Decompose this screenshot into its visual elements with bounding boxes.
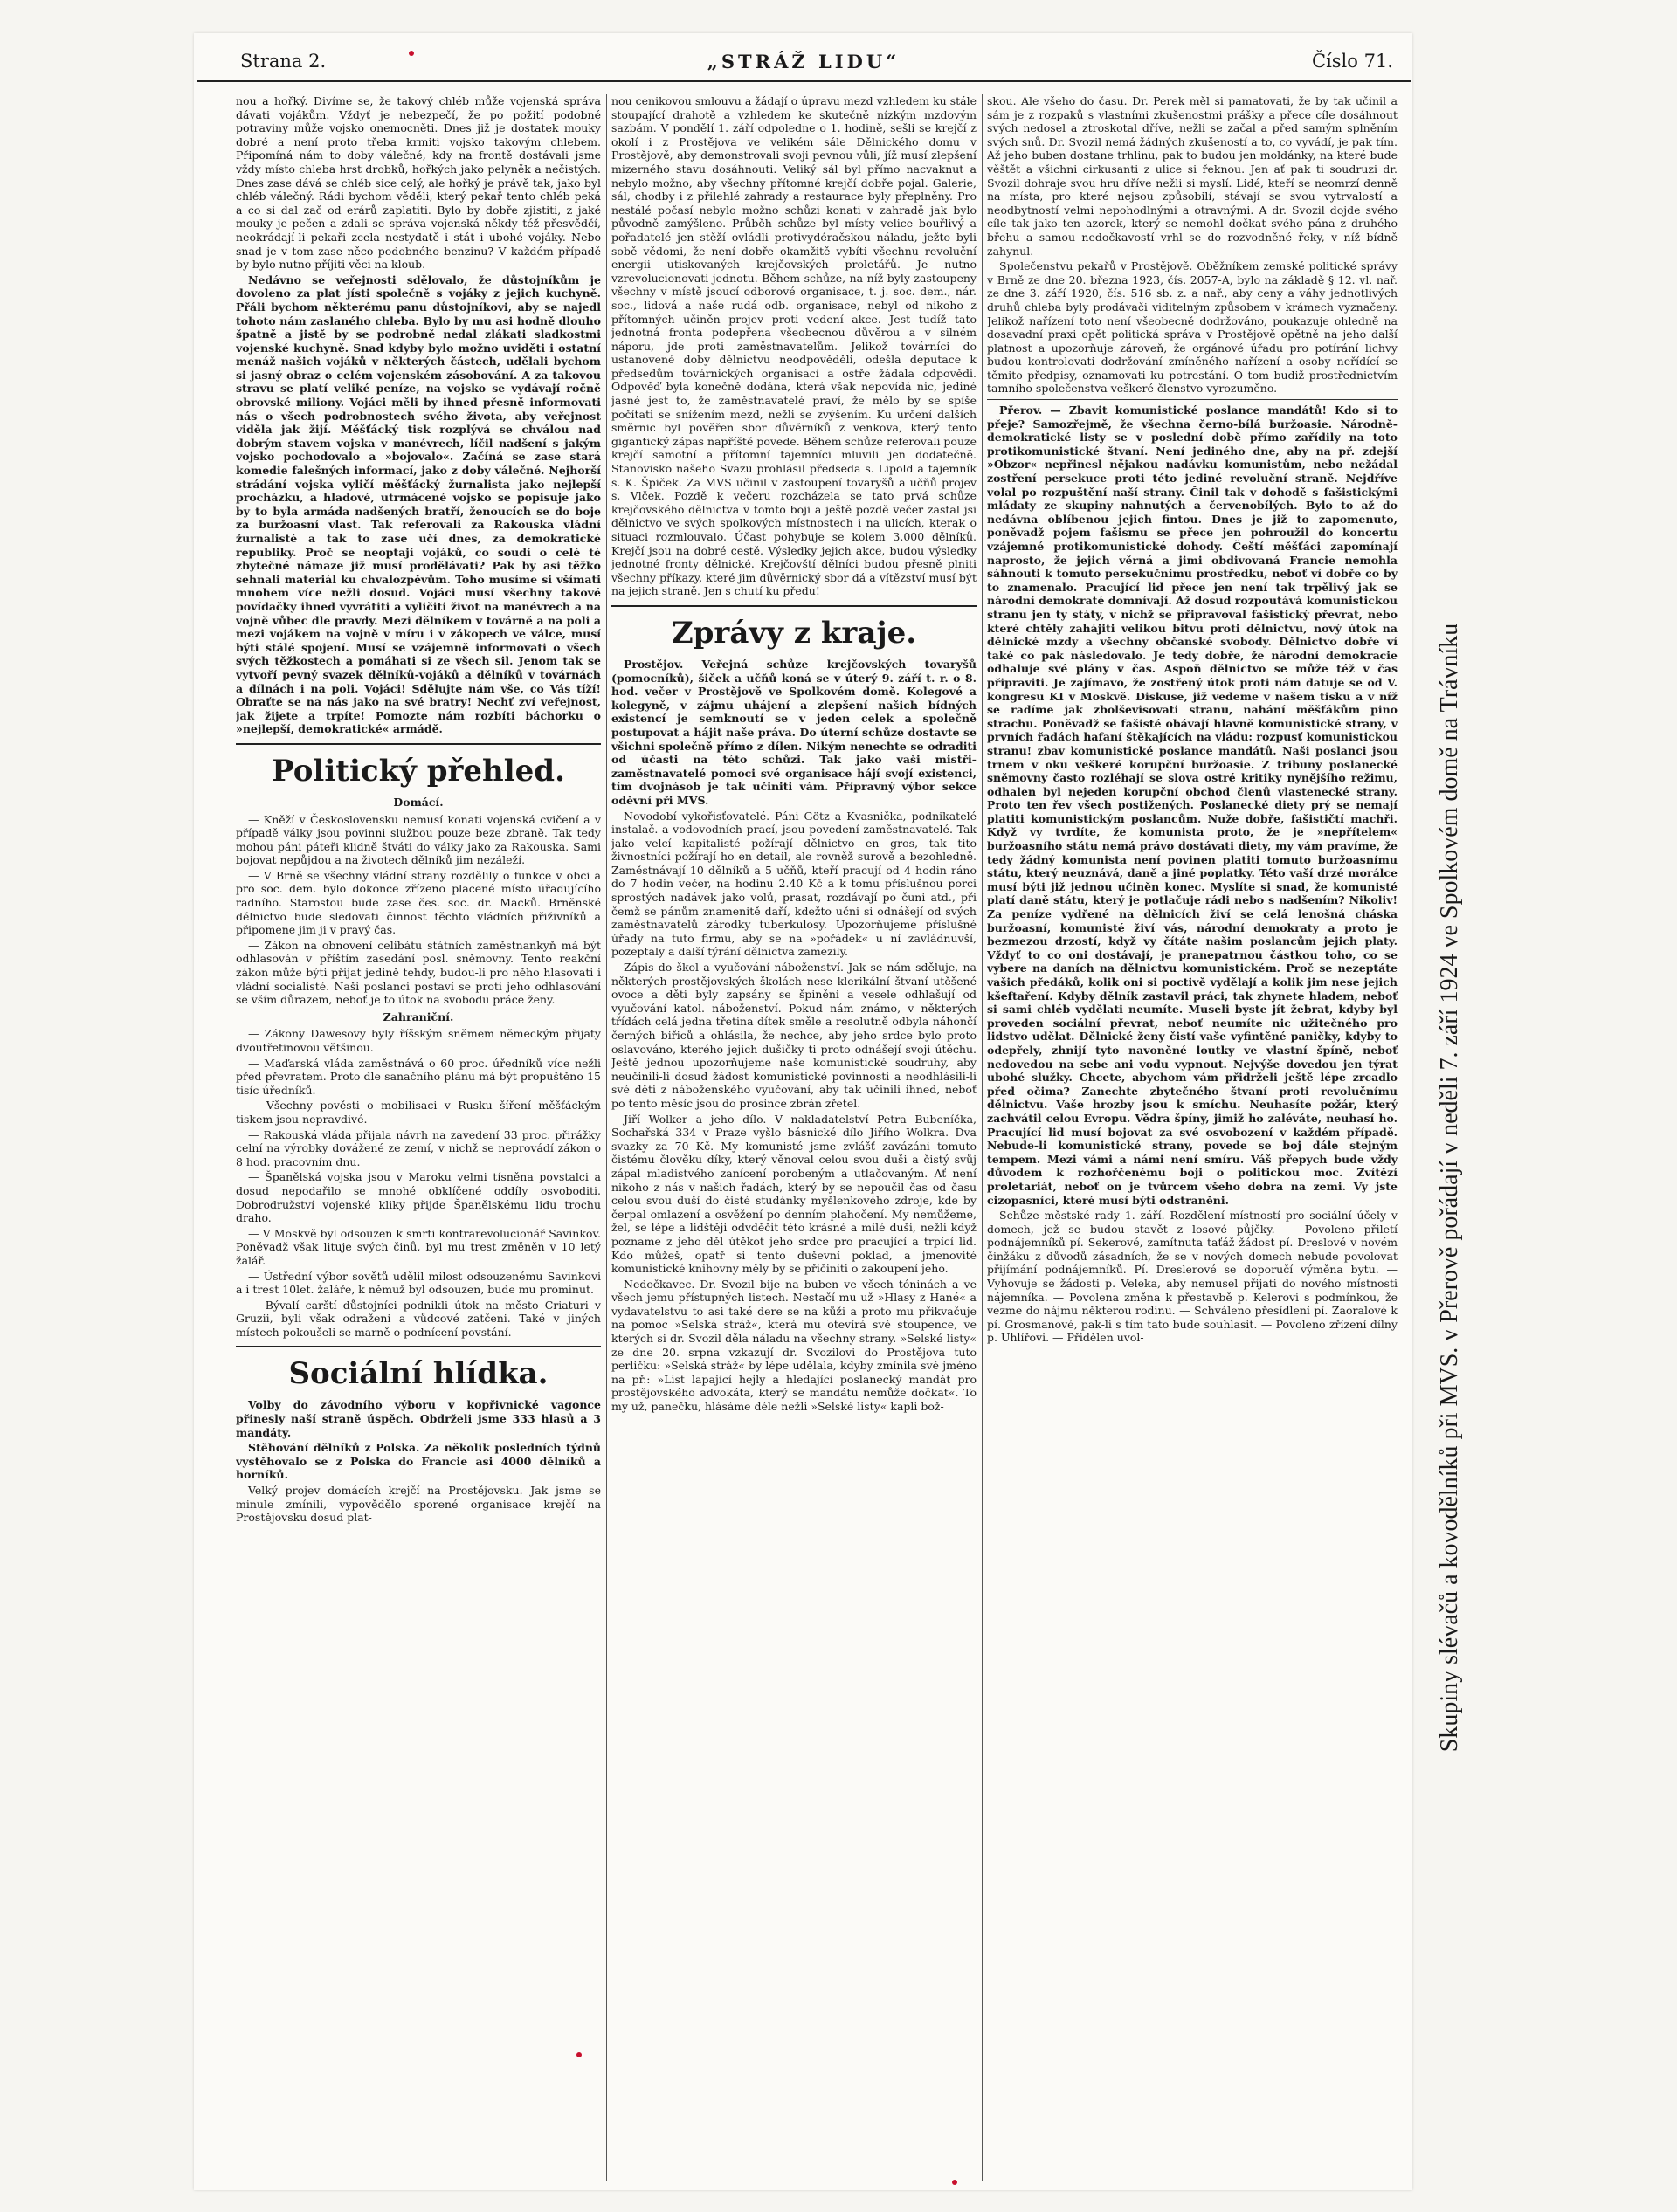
article-soldiers-bread: nou a hořký. Divíme se, že takový chléb může vojenská správa dávati vojákům. Vždyť je nebezpečí, že po požití podobné potraviny může vojsko onemocněti. Dnes již je dostatek mouky dobré a není proto třeba krmiti vojsko takovým chlebem. Připomíná nám to doby válečné, kdy na frontě dostávali jsme vždy místo chleba hrst drobků, hořkých jako pelyněk a nečistých. Dnes zase dává se chléb sice celý, ale hořký je právě tak, jako byl chléb válečný. Rádi bychom věděli, který pekař tento chléb peká a co si dal zač od erárů zaplatiti. Bylo by dobře zjistiti, z jaké mouky je pečen a zdali se správa vojenská někdy též přesvědčí, neokrádají-li pekaři zcela nestydatě i stát i ubohé vojáky. Nebo snad je v tom zase něco podobného benzinu? V každém případě by bylo nutno příjiti věci na kloub. [236, 94, 601, 272]
news-item: Prostějov. Veřejná schůze krejčovských tovaryšů (pomocníků), šiček a učňů koná se v úterý 9. září t. r. o 8. hod. večer v Prostějově ve Spolkovém domě. Kolegové a kolegyně, v zájmu uhájení a zlepšení našich bídných existencí je semknoutí se v jeden celek a společně postupovat a hájit naše práva. Do úterní schůze dostavte se všichni společně přímo z dílen. Nikým nenechte se odraditi od účasti na této schůzi. Tak jako vaši mistři-zaměstnavatelé pomoci své organisace hájí svojí existenci, tím dvojnásob je tak učiniti vám. Přípravný výbor sekce oděvní při MVS. [611, 657, 977, 807]
column-3 [987, 94, 1398, 2190]
section-title-region: Zprávy z kraje. [671, 615, 917, 651]
column-1 [236, 94, 601, 2190]
vertical-side-note [1424, 214, 1476, 2161]
column-divider [982, 94, 983, 2181]
section-divider [987, 399, 1398, 400]
news-item: Velký projev domácích krejčí na Prostějovsku. Jak jsme se minule zmínili, vypovědělo sporené organisace krejčí na Prostějovsku dosud plat- [236, 1484, 601, 1525]
column-divider [606, 94, 607, 2181]
newspaper-title: „STRÁŽ LIDU“ [707, 51, 901, 72]
news-item: — Zákon na obnovení celibátu státních zaměstnankyň má být odhlasován v příštím zasedání posl. sněmovny. Tento reakční zákon může býti přijat jedině tehdy, budou-li pro něho hlasovati i vládní socialisté. Naši poslanci postaví se proti jeho odhlasování se vším důrazem, neboť je to útok na svobodu práce ženy. [236, 938, 601, 1007]
article-soldiers-food: Nedávno se veřejnosti sdělovalo, že důstojníkům je dovoleno za plat jísti společně s vojáky z jejich kuchyně. Přáli bychom některému panu důstojníkovi, aby se najedl tohoto nám zaslaného chleba. Bylo by mu asi hodně dlouho špatně a jistě by se podrobně nedal zlákati sladkostmi vojenské kuchyně. Snad kdyby bylo možno uviděti i ostatní menáž našich vojáků v některých částech, udělali bychom si jasný obraz o celém vojenském zásobování. A za takovou stravu se platí veliké peníze, na vojsko se vydávají ročně obrovské miliony. Vojáci měli by ihned přesně informovati nás o všech podrobnostech svého života, aby veřejnost viděla jak žijí. Měšťácký tisk rozplývá se chválou nad dobrým stavem vojska v manévrech, líčil nadšení s jakým vojsko pochodovalo a »bojovalo«. Začíná se zase stará komedie falešných informací, jako z doby válečné. Nejhorší strádání vojska vyličí měšťácký žurnalista jako nejlepší procházku, a hladové, utrmácené vojsko se popisuje jako by to byla armáda nadšených bratří, ženoucích se do boje za buržoasní vlast. Tak referovali za Rakouska vládní žurnalisté a tak to zase učí dnes, za demokratické republiky. Proč se neoptají vojáků, co soudí o celé té zbytečné námaze již musí prodělávati? Pak by asi těžko sehnali materiál ku chvalozpěvům. Toho musíme si všímati mnohem více nežli dosud. Vojáci musí všechny takové povídačky ihned vyvrátiti a vyličiti život na manévrech a na vojně vůbec dle pravdy. Mezi dělníkem v továrně a na poli a mezi vojákem na vojně v míru i v zákopech ve válce, musí býti stálé spojení. Musí se vzájemně informovati o všech svých těžkostech a pomáhati si ze všech sil. Jenom tak se vytvoří pevný svazek dělníků-vojáků a dělníků v továrnách a dílnách i na poli. Vojáci! Sdělujte nám vše, co Vás tíží! Obraťte se na nás jako na své bratry! Nechť zví veřejnost, jak žijete a trpíte! Pomozte nám rozbíti báchorku o »nejlepší, demokratické« armádě. [236, 272, 601, 736]
news-item: — Rakouská vláda přijala návrh na zavedení 33 proc. přirážky celní na výrobky dovážené ze zemí, v nichž se neprovádí zákon o 8 hod. pracovním dnu. [236, 1127, 601, 1168]
article-prerov: Přerov. — Zbavit komunistické poslance mandátů! Kdo si to přeje? Samozřejmě, že všechna černo-bílá buržoasie. Národně-demokratické listy se v poslední době přímo zařídily na toto protikomunistické štvaní. Není jediného dne, aby na př. zdejší »Obzor« nepřinesl nějakou nadávku komunistům, nebo nežádal zostření persekuce proti této jediné revoluční straně. Nejdříve volal po rozpuštění naší strany. Činil tak v dohodě s fašistickými mládaty ze skupiny nahnutých a červenobílých. Bylo to až do nedávna oblíbenou jejich fintou. Dnes je již to zapomenuto, poněvadž pojem fašismu se přece jen pohroužil do koncertu vzájemné protikomunistické dohody. Čeští měšťáci zapomínají naprosto, že jejich věrná a jimi obdivovaná Francie nemohla sáhnouti k tomuto persekučnímu prostředku, neboť ví dobře co by to znamenalo. Pracující lid přece jen není tak trpělivý jak se národní demokraté domnívají. Až dosud rozpoutává komunistickou stranu jen ty státy, v nichž se připravoval fašistický převrat, nebo které chtěly zahájiti velikou bitvu proti dělnictvu, nový útok na dělnické mzdy a všechny občanské svobody. Dělnictvo dobře ví také co pak následovalo. Je tedy dobře, že národní demokracie odhaluje své plány v čas. Aspoň dělnictvo se může též v čas připraviti. Je zajímavo, že zostřený útok proti nám datuje se od V. kongresu KI v Moskvě. Diskuse, již vedeme v našem tisku a v níž se radíme jak zbolševisovati stranu, nahání měšťákům pino strachu. Poněvadž se fašisté obávají hlavně komunistické strany, v prvních řadách hafaní štěkajících na vládu: rozpusť komunistickou stranu! zbav komunistické poslance mandátů. Naši poslanci jsou trnem v oku veškeré korupční buržoasie. Z tribuny poslanecké sněmovny často rozléhají se slova ostré kritiky nynějšího režimu, odhalen byl nejeden korupční obchod členů vlastenecké strany. Proto ten řev všech postižených. Poslanecké diety prý se nemají platiti komunistickým poslancům. Nuže dobře, fašističtí machři. Když vy tvrdíte, že komunista proto, že je »nepřítelem« buržoasního státu nemá právo dostávati diety, my vám pravíme, že tedy žádný komunista není povinen platiti tomuto buržoasnímu státu, který neuznává, daně a jiné poplatky. Této vaší drzé morálce musí býti již jednou učiněn konec. Myslíte si snad, že komunisté platí daně státu, který je potlačuje rádi nebo s nadšením? Nikoliv! Za peníze vydřené na dělnicích živí se celá lenošná cháska buržoasní, komunisté živí vás, národní demokraty a proto je bezmezou drzostí, když vy čítáte našim poslancům jejich platy. Vždyť to co oni dostávají, je pranepatrnou částkou toho, co se vybere na daních na dělnictvu komunistickém. Proč se nezeptáte vašich předáků, kolik oni si poctivě vydělají a kolik jim nese jejich kšeftaření. Kdyby dělník zastavil práci, tak zhynete hladem, neboť si sami chléb vydělati neumíte. Museli byste jít žebrat, kdyby byl proveden sociální převrat, neboť neumíte nic užitečného pro lidstvo udělat. Dělnické ženy čistí vaše vyfintěné paničky, kdyby to odepřely, zhnijí tyto navoněné loutky ve vlastní špíně, neboť nedovedou na sebe ani vodu vypnout. Nejvýše dovedou jen týrat ubohé služky. Chcete, abychom vám přidrželi ještě lépe zrcadlo před očima? Zanechte zbytečného štvaní proti revolučnímu dělnictvu. Vaše hrozby jsou k smíchu. Neuhasíte požár, který zachvátil celou Evropu. Vědra špíny, jimiž ho zaléváte, neuhasí ho. Pracující lid musí bojovat za své osvobození v každém případě. Nebude-li komunistické strany, povede se boj dále stejným tempem. Mezi vámi a námi není smíru. Váš přepych bude vždy důvodem k rozhořčenému boji o politickou moc. Zvítězí proletariát, neboť on je tvůrcem všeho dobra na zemi. Vy jste cizopasníci, které musí býti odstraněni. [987, 403, 1398, 1207]
news-item: — Maďarská vláda zaměstnává o 60 proc. úředníků více nežli před převratem. Proto dle sanačního plánu má být propuštěno 15 tisíc úředníků. [236, 1056, 601, 1097]
news-item: Schůze městské rady 1. září. Rozdělení místností pro sociální účely v domech, jež se budou stavět z losové půjčky. — Povoleno přiletí podnájemníků pí. Sekerové, zamítnuta taťáž žádost pí. Dreslové v novém činžáku z důvodů zásadních, že se v nových domech nebude povolovat přijímání podnájemníků. Pí. Dreslerové se doporučí výměna bytu. — Vyhovuje se žádosti p. Veleka, aby nemusel přijati do nového místnosti nájemníka. — Povolena změna k přestavbě p. Kelerovi s podmínkou, že vezme do nájmu některou rodinu. — Schváleno přesídlení pí. Zaoralové k pí. Grosmanové, pak-li s tím tato bude souhlasit. — Povoleno zřízení dílny p. Uhlířovi. — Přidělen uvol- [987, 1209, 1398, 1345]
news-item: — Bývalí carští důstojníci podnikli útok na město Criaturi v Gruzii, byli však odraženi a vůdcové zatčeni. Také v jiných místech pokoušeli se marně o podnícení povstání. [236, 1298, 601, 1339]
news-item: — Zákony Dawesovy byly říšským sněmem německým přijaty dvoutřetinovou většinou. [236, 1027, 601, 1054]
page-number: Strana 2. [240, 51, 327, 72]
news-item: — Španělská vojska jsou v Maroku velmi tísněna povstalci a dosud nepodařilo se mnohé obklíčené oddíly osvoboditi. Dobrodružství vojenské kliky přijde Španělskému lidu trochu draho. [236, 1170, 601, 1225]
news-item: Společenstvu pekařů v Prostějově. Oběžníkem zemské politické správy v Brně ze dne 20. března 1923, čís. 2057-A, bylo na základě § 12. vl. nař. ze dne 3. září 1920, čís. 516 sb. z. a nař., aby ceny a váhy jednotlivých druhů chleba byly prodávači viditelným způsobem v krámech vyznačeny. Jelikož nařízení toto není všeobecně dodržováno, poukazuje ohledně na dosavadní praxi opět politická správa v Prostějově opětně na jeho další platnost a upozorňuje zároveň, že orgánové úřadu pro potírání lichvy budou kontrolovati dodržování zmíněného nařízení a osoby neřídící se těmito předpisy, oznamovati ku potrestání. O tom budiž prostřednictvím tamního společenstva veškeré členstvo vyrozuměno. [987, 259, 1398, 396]
news-item: Nedočkavec. Dr. Svozil bije na buben ve všech tóninách a ve všech jemu přístupných listech. Nestačí mu už »Hlasy z Hané« a vydavatelstvu to asi také dere se na kůži a proto mu přikvačuje na pomoc »Selská stráž«, která mu otevírá své stoupence, ve kterých si dr. Svozil děla náladu na všechny strany. »Selské listy« ze dne 20. srpna vzkazují dr. Svozilovi do Prostějova tuto perličku: »Selská stráž« by lépe udělala, kdyby zmínila své jméno na př.: »List lapající hejly a hledající poslanecký mandát pro prostějovského advokáta, který se mandátu nemůže dočkat«. To my už, panečku, hlásáme déle nežli »Selské listy« kapli bož- [611, 1277, 977, 1414]
news-item: — Kněží v Československu nemusí konati vojenská cvičení a v případě války jsou povinni službou pouze beze zbraně. Tak tedy mohou páni páteři klidně štváti do války jako za Rakouska. Sami bojovat nepůjdou a na životech dělníků jim nezáleží. [236, 812, 601, 867]
section-title-social: Sociální hlídka. [288, 1356, 549, 1392]
news-item: Stěhování dělníků z Polska. Za několik posledních týdnů vystěhovalo se z Polska do Francie asi 4000 dělníků a horníků. [236, 1441, 601, 1482]
section-divider [236, 743, 601, 745]
news-item: Volby do závodního výboru v kopřivnické vagonce přinesly naší straně úspěch. Obdrželi jsme 333 hlasů a 3 mandáty. [236, 1398, 601, 1439]
side-note-text: Skupiny slévačů a kovodělníků při MVS. v Přerově pořádají v neděli 7. září 1924 ve Spolkovém domě na Trávníku [1436, 623, 1463, 1753]
issue-number: Číslo 71. [1312, 51, 1393, 72]
subsection-domestic: Domácí. [393, 795, 444, 809]
news-item: — V Brně se všechny vládní strany rozdělily o funkce v obci a pro soc. dem. bylo dokonce zřízeno placené místo úřadujícího radního. Starostou bude zase čes. soc. dr. Macků. Brněnské dělnictvo bude sledovati činnost těchto vládních přiživníků a připomene jim ji v pravý čas. [236, 868, 601, 937]
section-title-politics: Politický přehled. [272, 753, 565, 789]
news-item: Novodobí vykořisťovatelé. Páni Götz a Kvasnička, podnikatelé instalač. a vodovodních prací, jsou povedení zaměstnavatelé. Tak jako velcí kapitalisté požírají dělnictvo en gros, tak tito živnostníci požírají ho en detail, ale rovněž surově a bezohledně. Zaměstnávají 10 dělníků a 5 učňů, kteří pracují od 4 hodin ráno do 7 hodin večer, na hodinu 2.40 Kč a k tomu příslušnou porci sprostých nadávek jako volů, prasat, rozdávají po čuni atd., při čemž se pánům znamenitě daří, kdežto učni si odnášejí od svých zaměstnavatelů zárodky tuberkulosy. Upozorňujeme příslušné úřady na tuto firmu, aby se na »pořádek« u ní zavládnuvší, pozeptaly a další týrání dělnictva zamezily. [611, 809, 977, 959]
news-item: — Všechny pověsti o mobilisaci v Rusku šíření měšťáckým tiskem jsou nepravdivé. [236, 1099, 601, 1126]
news-item: — Ústřední výbor sovětů udělil milost odsouzenému Savinkovi a i trest 10let. žaláře, k němuž byl odsouzen, bude mu prominut. [236, 1269, 601, 1297]
news-item: Jiří Wolker a jeho dílo. V nakladatelství Petra Bubeníčka, Sochařská 334 v Praze vyšlo básnické dílo Jiřího Wolkra. Dva svazky za 70 Kč. My komunisté jsme zvlášť zavázáni tomuto čistému člověku díky, který věnoval celou svou duši a čistý svůj zápal mladistvého zanícení porobeným a utlačovaným. Ať není nikoho z nás v našich řadách, který by se nepoučil čas od času celou svou duší do čisté studánky myšlenkového zdroje, kde by čerpal omlazení a osvěžení po denním plahočení. My nemůžeme, žel, se lépe a lidštěji odvděčit této krásné a milé duši, nežli když pozname z jeho děl útěkot jeho srdce pro pracující a trpící lid. Kdo můžeš, opatř si tento duševní poklad, a jmenovité komunistické knihovny měly by se přičiniti o zakoupení jeho. [611, 1112, 977, 1276]
column-2 [611, 94, 977, 2190]
news-item: Zápis do škol a vyučování náboženství. Jak se nám sděluje, na některých prostějovských školách nese klerikální štvaní utěšené ovoce a děti byly zapsány se špiněni a vesele odhlašují od vyučování katol. náboženství. Pokud nám známo, v některých třídách celá jedna třetina dítek směle a resolutně odbyla náhončí černých biřiců a ohlásila, že nechce, aby jeho srdce bylo proto oslavováno, kterého jejich dušičky ti proto odnášejí svoji útěchu. Ještě jednou upozorňujeme naše komunistické soudruhy, aby neučinili-li dosud žádost komunistické povinnosti a neodhlásili-li své děti z náboženského vyučování, aby tak učinili ihned, neboť po tento měsíc jsou do prosince zbrán zřetel. [611, 961, 977, 1110]
news-item: — V Moskvě byl odsouzen k smrti kontrarevolucionář Savinkov. Poněvadž však lituje svých činů, byl mu trest změněn v 10 letý žalář. [236, 1226, 601, 1267]
article-dr-svozil: skou. Ale všeho do času. Dr. Perek měl si pamatovati, že by tak učinil a sám je z rozpaků s vlastními zkušenostmi prášky a přece cíle dosáhnout svých nedosel a ztroskotal dříve, nežli se začal a před samým splněním svých snů. Dr. Svozil nemá žádných zkušeností a to, co vyvádí, je pak tím. Až jeho buben dostane trhlinu, pak to budou jen moldánky, na které bude věštět a všichni cirkusanti z ulice si řeknou. Jen ať pak ti soudruzi dr. Svozil dohraje svou hru dříve nežli si myslí. Lidé, kteří se neomrzí denně na místa, pro které nejsou způsobilí, stávají se svou vytrvalostí a neodbytností velmi nepohodlnými a otravnými. A dr. Svozil dojde svého cíle tak jako ten azorek, který se nemohl dočkat svého pána z druhého břehu a samou nedočkavostí vrhl se do rozvodněné řeky, v níž bídně zahynul. [987, 94, 1398, 258]
article-tailors-strike: nou cenikovou smlouvu a žádají o úpravu mezd vzhledem ku stále stoupající drahotě a vzhledem ke skutečně nízkým mzdovým sazbám. V pondělí 1. září odpoledne o 1. hodině, sešli se krejčí z okolí i z Prostějova ve velikém sále Dělnického domu v Prostějově, aby demonstrovali svoji pevnou vůli, jíž musí zlepšení mizerného stavu dosáhnouti. Veliký sál byl přímo nacvaknut a nebylo možno, aby všechny přítomné krejčí dobře pojal. Galerie, sál, chodby i z přilehlé zahrady a restaurace byly přeplněny. Pro nestálé počasí nebylo možno schůzi konati v zahradě jak bylo původně zamýšleno. Průběh schůze byl místy velice bouřlivý a pořadatelé jen stěží ovládli protivydéračskou náladu, ježto byli sobě vědomi, že není dobře okamžitě vybíti všechnu revoluční energii utiskovaných krejčovských proletářů. Je nutno vzrevolucionovati jednotu. Během schůze, na níž byly zastoupeny všechny v místě jsoucí odborové organisace, t. j. soc. dem., nár. soc., lidová a naše rudá odb. organisace, nebyl od nikoho z přítomných učiněn projev proti vedení akce. Jest tudíž tato jednotná fronta podepřena všeobecnou důvěrou a v silném náporu, jde proti zaměstnavatelům. Jelikož továrníci do ustanovené doby dělnictvu neodpověděli, odešla deputace k předsedům továrnických organisací a ostře žádala odpovědi. Odpověď byla konečně dodána, která však nepovídá nic, jediné jasné jest to, že zaměstnavatelé praví, že mělo by se spíše počítati se snížením mezd, nežli se zvýšením. Ku určení dalších směrnic byl pověřen sbor důvěrníků z venkova, který tento gigantický zápas napříště povede. Během schůze referovali pouze krejčí samotní a přítomní tajemníci mluvili jen dodatečně. Stanovisko našeho Svazu prohlásil předseda s. Lipold a tajemník s. K. Špiček. Za MVS učinil v zastoupení tovaryšů a učňů projev s. Vlček. Pozdě k večeru rozcházela se tato prvá schůze krejčovského dělnictva v tomto boji a ještě pozdě večer zastal jsi dělnictvo ve svých spolkových místnostech i na ulicích, kterak o situaci rozmlouvalo. Účast pohybuje se kolem 3.000 dělníků. Krejčí jsou na dobré cestě. Výsledky jejich akce, budou výsledky jednotné fronty dělnické. Krejčovští dělníci budou přesně plniti všechny příkazy, které jim důvěrnický sbor dá a vítězství musí být na jejich straně. Jen s chutí ku předu! [611, 94, 977, 598]
section-divider [236, 1346, 601, 1347]
section-divider [611, 605, 977, 607]
red-ink-mark [409, 51, 414, 56]
masthead [197, 45, 1411, 82]
subsection-foreign: Zahraniční. [383, 1010, 454, 1023]
